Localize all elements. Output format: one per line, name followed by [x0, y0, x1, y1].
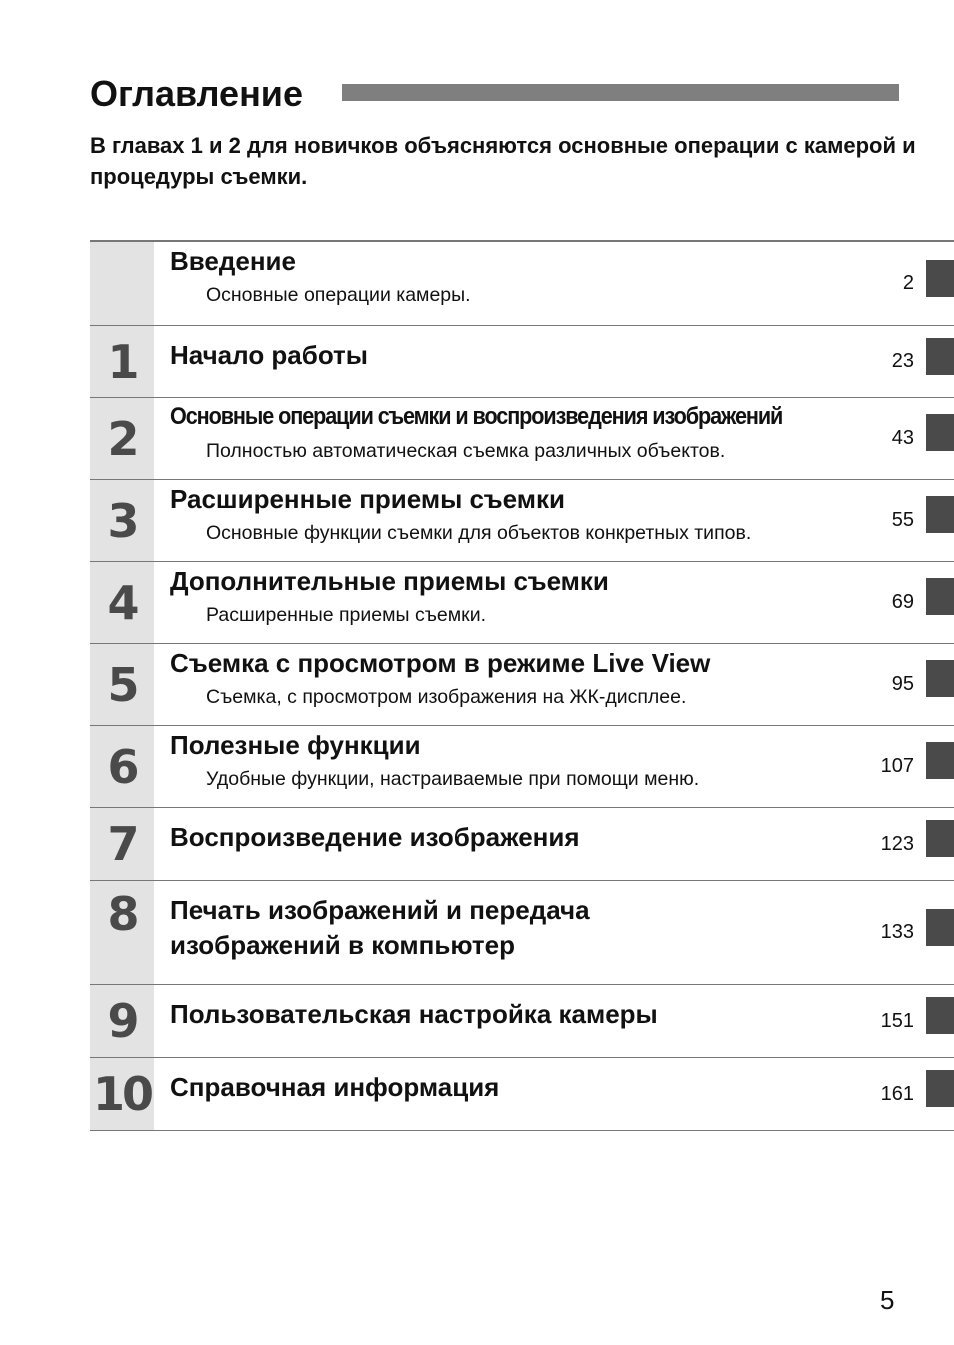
toc-row-10[interactable]: [90, 1058, 954, 1131]
chapter-number: 8: [90, 881, 154, 984]
toc-row-3[interactable]: [90, 480, 954, 562]
toc-row-content: [170, 808, 834, 880]
chapter-number: 5: [90, 644, 154, 725]
chapter-description: Основные операции камеры.: [206, 284, 471, 306]
chapter-tab: [926, 578, 954, 615]
toc-row-content: [170, 480, 834, 561]
chapter-description: Удобные функции, настраиваемые при помощи меню.: [206, 768, 700, 790]
chapter-tab: [926, 496, 954, 533]
chapter-description: Основные функции съемки для объектов конкретных типов.: [206, 522, 752, 544]
toc-row-content: [170, 398, 834, 479]
toc-row-content: [170, 326, 834, 397]
chapter-title-line-2: изображений в компьютер: [170, 930, 515, 960]
chapter-number: 3: [90, 480, 154, 561]
page-number: 23: [891, 350, 914, 372]
chapter-description: Съемка, с просмотром изображения на ЖК-дисплее.: [206, 686, 687, 708]
chapter-tab: [926, 414, 954, 451]
chapter-title: Введение: [170, 246, 296, 276]
chapter-number: 7: [90, 808, 154, 880]
chapter-tab: [926, 1070, 954, 1107]
chapter-number: 1: [90, 326, 154, 397]
chapter-number: 6: [90, 726, 154, 807]
chapter-title: Съемка с просмотром в режиме Live View: [170, 648, 711, 678]
chapter-title: Расширенные приемы съемки: [170, 484, 565, 514]
toc-row-7[interactable]: [90, 808, 954, 881]
chapter-number: 10: [90, 1058, 154, 1130]
toc-row-9[interactable]: [90, 985, 954, 1058]
toc-row-content: [170, 726, 834, 807]
page-number: 151: [880, 1009, 914, 1032]
chapter-number-cell: [90, 242, 154, 325]
page-number: 95: [891, 673, 914, 695]
chapter-title: Пользовательская настройка камеры: [170, 999, 658, 1029]
chapter-title: Начало работы: [170, 340, 368, 370]
chapter-number: 9: [90, 985, 154, 1057]
page-title: Оглавление: [90, 73, 303, 114]
toc-row-intro[interactable]: [90, 242, 954, 326]
toc-row-1[interactable]: [90, 326, 954, 398]
page-number: 69: [891, 591, 914, 613]
chapter-tab: [926, 909, 954, 946]
chapter-number: 2: [90, 398, 154, 479]
page-number: 2: [902, 272, 914, 294]
toc-row-content: [170, 562, 834, 643]
page-number: 43: [891, 427, 914, 449]
header: [90, 70, 900, 120]
chapter-tab: [926, 997, 954, 1034]
page-number: 133: [880, 921, 914, 943]
chapter-tab: [926, 820, 954, 857]
toc-row-content: [170, 242, 834, 325]
toc-row-4[interactable]: [90, 562, 954, 644]
toc-row-5[interactable]: [90, 644, 954, 726]
chapter-description: Расширенные приемы съемки.: [206, 604, 487, 626]
chapter-title: Полезные функции: [170, 730, 421, 760]
intro-text: В главах 1 и 2 для новичков объясняются основные операции с камерой и процедуры съемки.: [90, 133, 916, 189]
chapter-description: Полностью автоматическая съемка различных объектов.: [206, 440, 726, 462]
toc-row-content: [170, 881, 834, 984]
toc-row-content: [170, 644, 834, 725]
chapter-title: Дополнительные приемы съемки: [170, 566, 609, 596]
chapter-tab: [926, 742, 954, 779]
chapter-number: 4: [90, 562, 154, 643]
page-number: 161: [880, 1082, 914, 1105]
page-number: 55: [891, 509, 914, 531]
chapter-title: Воспроизведение изображения: [170, 822, 580, 852]
chapter-tab: [926, 660, 954, 697]
chapter-title: Основные операции съемки и воспроизведения изображений: [170, 403, 783, 430]
title-bar: [342, 84, 899, 101]
toc-row-2[interactable]: [90, 398, 954, 480]
page-number: 107: [880, 755, 914, 777]
toc-row-8[interactable]: [90, 881, 954, 985]
toc-row-content: [170, 985, 834, 1057]
chapter-tab: [926, 260, 954, 297]
page-number-footer: 5: [880, 1285, 895, 1315]
chapter-tab: [926, 338, 954, 375]
toc-row-6[interactable]: [90, 726, 954, 808]
toc-row-content: [170, 1058, 834, 1130]
chapter-title: Справочная информация: [170, 1072, 500, 1102]
chapter-title-line-1: Печать изображений и передача: [170, 895, 590, 925]
table-of-contents: [90, 240, 954, 1131]
page-number: 123: [880, 832, 914, 855]
